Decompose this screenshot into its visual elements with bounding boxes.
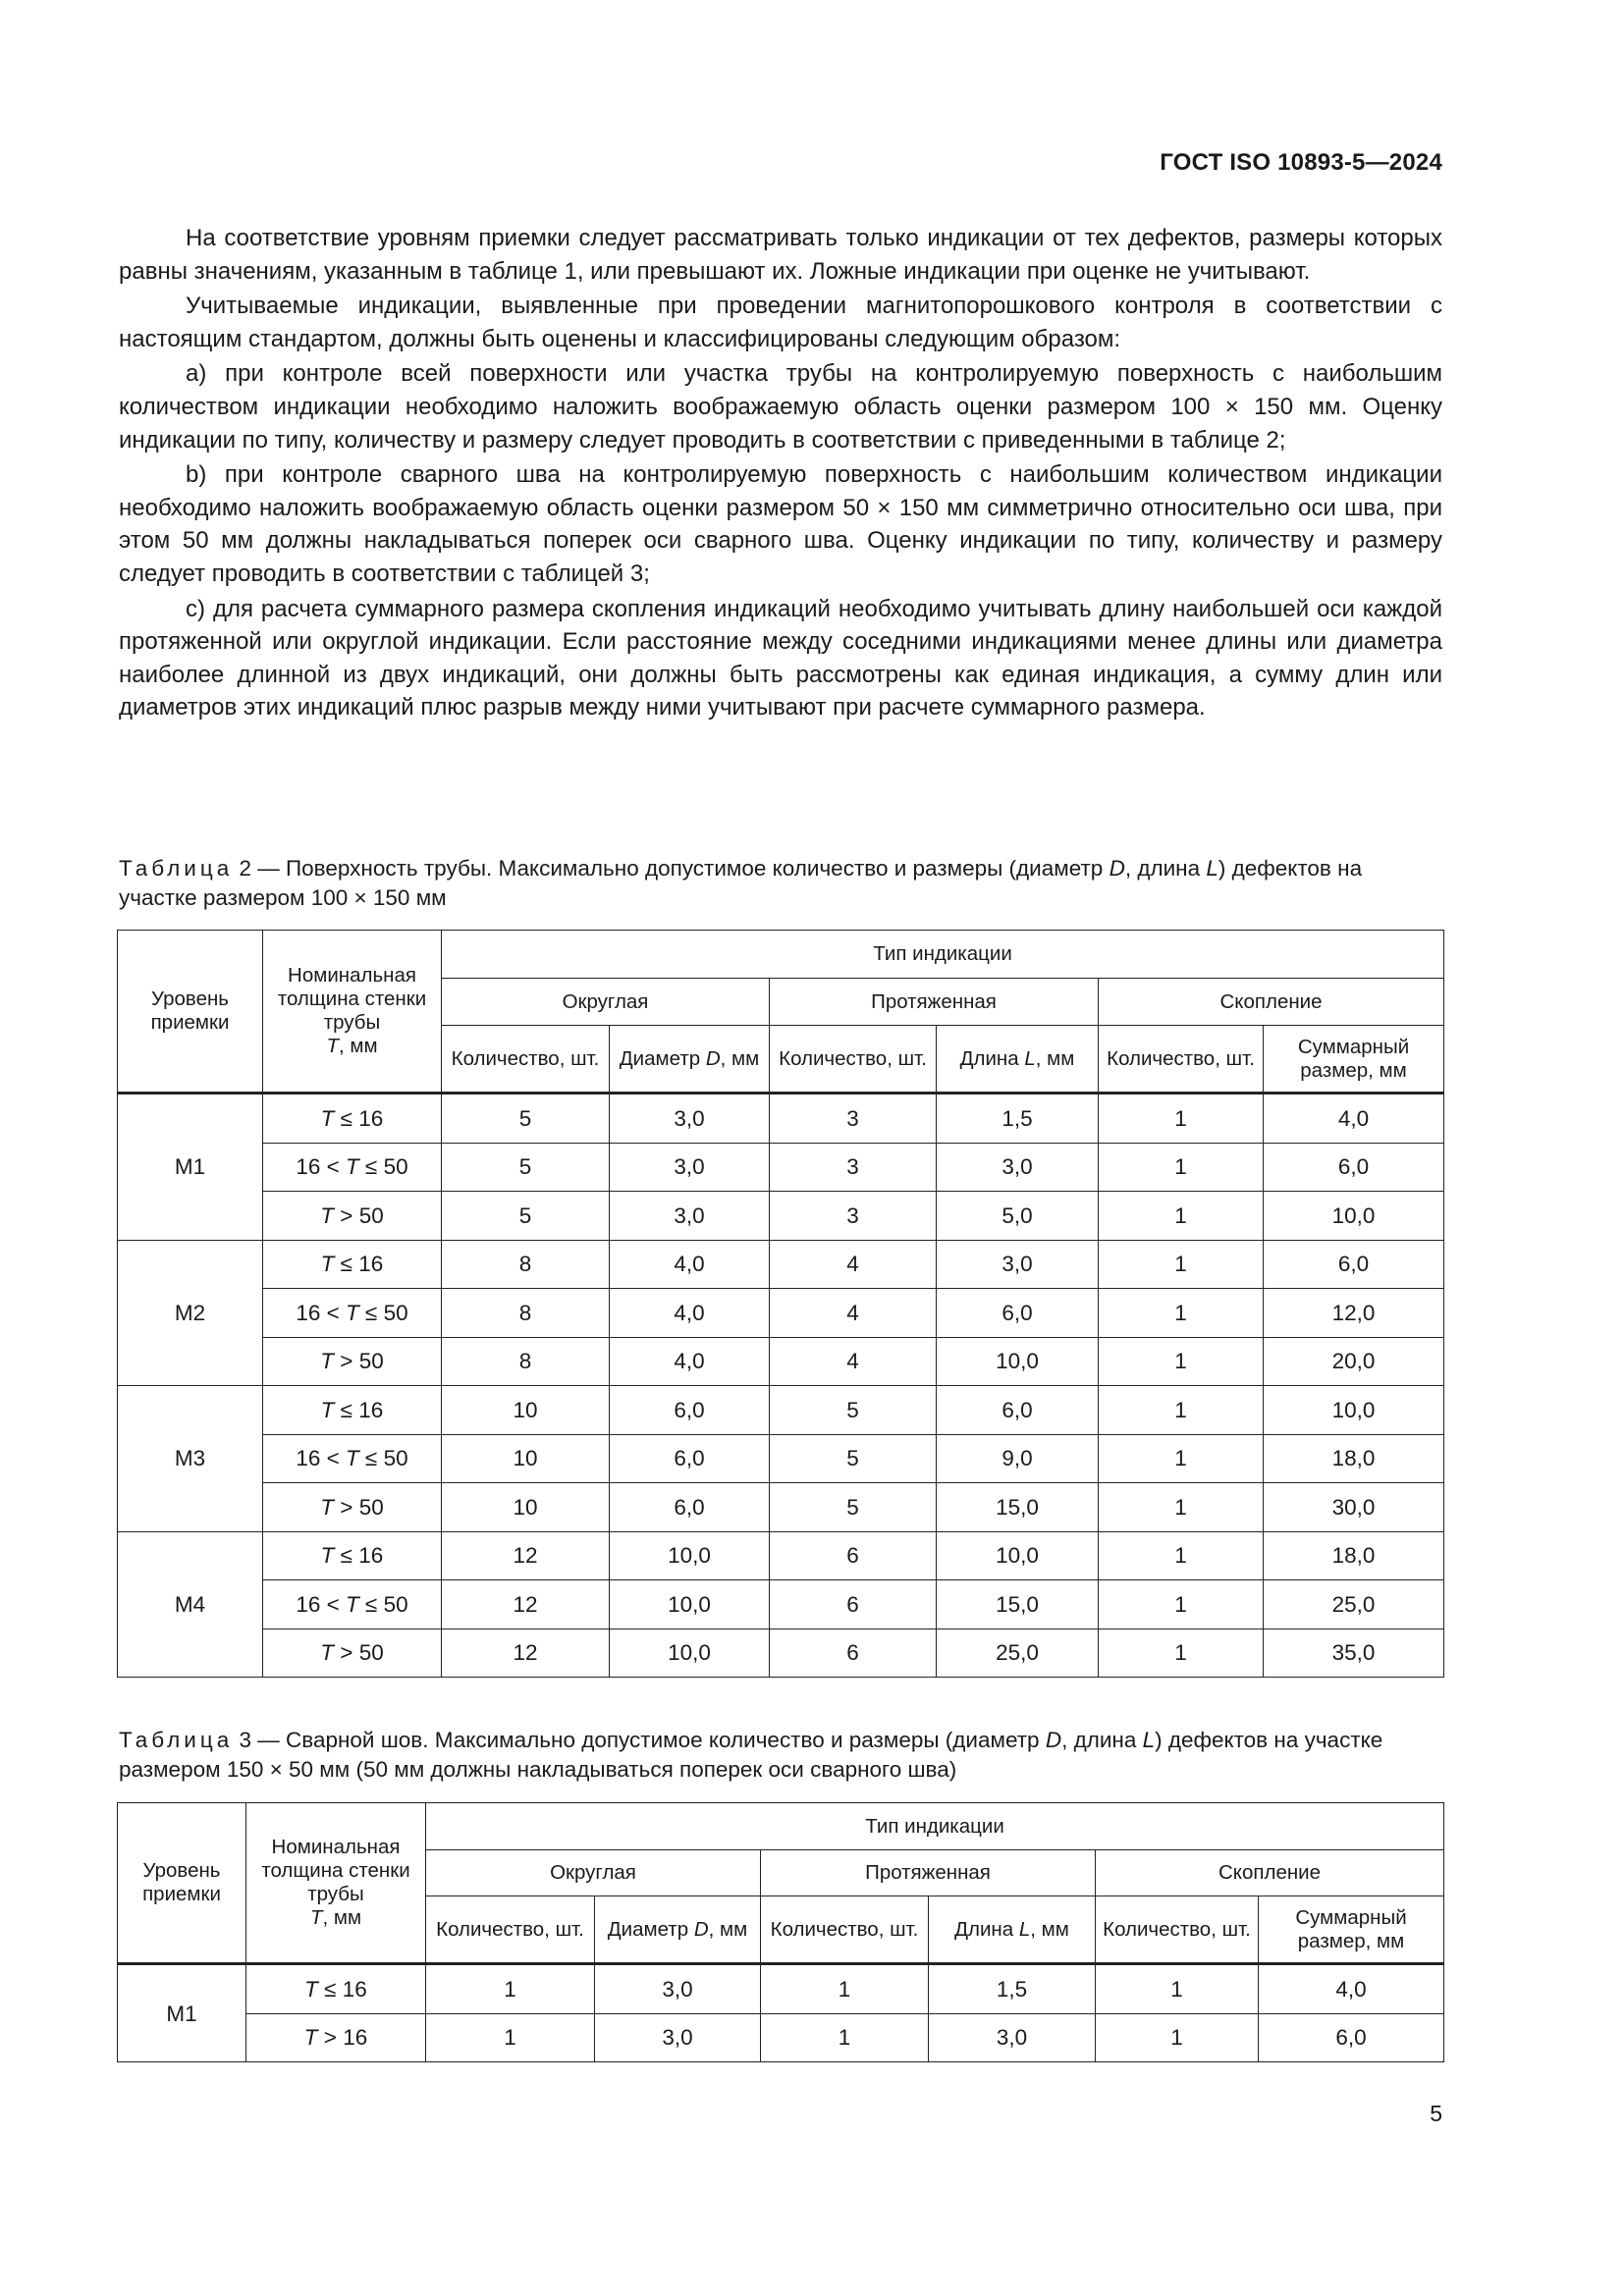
thickness-cell: T > 16 [246, 2013, 426, 2062]
cell: 3 [770, 1192, 937, 1241]
cell: 3,0 [610, 1143, 770, 1192]
cell: 1 [426, 1964, 595, 2014]
cell: 1 [1099, 1483, 1264, 1532]
cell: 10,0 [937, 1337, 1099, 1386]
cell: 6,0 [1259, 2013, 1444, 2062]
header-level: Уровень приемки [118, 1803, 246, 1964]
table-body [118, 1964, 1444, 2062]
level-cell: M1 [118, 1964, 246, 2062]
table3-caption [119, 1726, 1442, 1785]
header-level: Уровень приемки [118, 931, 263, 1094]
cell: 18,0 [1264, 1434, 1444, 1483]
cell: 8 [442, 1337, 610, 1386]
cell: 10 [442, 1483, 610, 1532]
thickness-cell: T ≤ 16 [263, 1531, 442, 1580]
cell: 1 [1099, 1531, 1264, 1580]
table-row [118, 1580, 1444, 1629]
cell: 3,0 [610, 1094, 770, 1144]
table-row [118, 1337, 1444, 1386]
cell: 10,0 [610, 1580, 770, 1629]
cell: 18,0 [1264, 1531, 1444, 1580]
cell: 3,0 [595, 1964, 761, 2014]
cell: 12 [442, 1580, 610, 1629]
cell: 6,0 [1264, 1143, 1444, 1192]
cell: 5 [770, 1483, 937, 1532]
thickness-cell: T > 50 [263, 1337, 442, 1386]
document-header: ГОСТ ISO 10893-5—2024 [1160, 149, 1442, 176]
cell: 1 [1099, 1386, 1264, 1435]
header-count: Количество, шт. [1096, 1896, 1259, 1964]
table-row [118, 1483, 1444, 1532]
header-cluster: Скопление [1099, 979, 1444, 1026]
cell: 4 [770, 1289, 937, 1338]
thickness-cell: T ≤ 16 [263, 1386, 442, 1435]
cell: 20,0 [1264, 1337, 1444, 1386]
table-row [118, 1143, 1444, 1192]
caption-label: Таблица [119, 1728, 234, 1752]
level-cell: M1 [118, 1094, 263, 1241]
table-row [118, 1094, 1444, 1144]
cell: 6,0 [937, 1386, 1099, 1435]
thickness-cell: T ≤ 16 [263, 1240, 442, 1289]
cell: 5 [770, 1434, 937, 1483]
cell: 1 [1099, 1289, 1264, 1338]
cell: 1 [761, 2013, 929, 2062]
thickness-cell: 16 < T ≤ 50 [263, 1434, 442, 1483]
cell: 4,0 [610, 1240, 770, 1289]
cell: 10 [442, 1386, 610, 1435]
cell: 1 [1099, 1240, 1264, 1289]
cell: 1 [1096, 2013, 1259, 2062]
cell: 12,0 [1264, 1289, 1444, 1338]
paragraph: b) при контроле сварного шва на контролируемую поверхность с наибольшим количеством индикации необходимо наложить воображаемую область оценки размером 50 × 150 мм симметрично относительно оси шва, при этом 50 мм должны накладываться поперек оси сварного шва. Оценку индикации по типу, количеству и размеру следует проводить в соответствии с таблицей 3; [119, 461, 1442, 587]
cell: 1 [1099, 1192, 1264, 1241]
thickness-cell: T ≤ 16 [263, 1094, 442, 1144]
header-diameter: Диаметр D, мм [610, 1026, 770, 1094]
table-row [118, 1964, 1444, 2014]
paragraph: На соответствие уровням приемки следует рассматривать только индикации от тех дефектов, размеры которых равны значениям, указанным в таблице 1, или превышают их. Ложные индикации при оценке не учитывают. [119, 225, 1442, 285]
thickness-cell: T > 50 [263, 1629, 442, 1678]
header-count: Количество, шт. [761, 1896, 929, 1964]
cell: 4,0 [1259, 1964, 1444, 2014]
header-length: Длина L, мм [929, 1896, 1096, 1964]
caption-var: L [1142, 1728, 1156, 1752]
page-number: 5 [1430, 2101, 1442, 2126]
header-thickness: Номинальная толщина стенки трубы T, мм [263, 931, 442, 1094]
header-elongated: Протяженная [770, 979, 1099, 1026]
header-diameter: Диаметр D, мм [595, 1896, 761, 1964]
caption-text: , длина [1061, 1728, 1143, 1752]
cell: 6 [770, 1531, 937, 1580]
cell: 3 [770, 1143, 937, 1192]
table2 [117, 930, 1444, 1678]
cell: 4 [770, 1337, 937, 1386]
cell: 6,0 [610, 1434, 770, 1483]
cell: 12 [442, 1629, 610, 1678]
cell: 6,0 [610, 1386, 770, 1435]
level-cell: M2 [118, 1240, 263, 1386]
cell: 6 [770, 1580, 937, 1629]
header-elongated: Протяженная [761, 1850, 1096, 1896]
cell: 6 [770, 1629, 937, 1678]
header-count: Количество, шт. [1099, 1026, 1264, 1094]
table2-caption [119, 854, 1442, 913]
cell: 3,0 [937, 1143, 1099, 1192]
cell: 1,5 [929, 1964, 1096, 2014]
caption-text: 3 — Сварной шов. Максимально допустимое количество и размеры (диаметр [233, 1728, 1046, 1752]
paragraph: c) для расчета суммарного размера скопления индикаций необходимо учитывать длину наибольшей оси каждой протяженной или округлой индикации. Если расстояние между соседними индикациями менее длины или диаметра наиболее длинной из двух индикаций, они должны быть рассмотрены как единая индикация, а сумму длин или диаметров этих индикаций плюс разрыв между ними учитывают при расчете суммарного размера. [119, 595, 1442, 721]
cell: 1 [1099, 1094, 1264, 1144]
table3 [117, 1802, 1444, 2062]
cell: 5 [770, 1386, 937, 1435]
table-row [118, 1386, 1444, 1435]
thickness-cell: 16 < T ≤ 50 [263, 1289, 442, 1338]
cell: 3,0 [595, 2013, 761, 2062]
cell: 10,0 [610, 1629, 770, 1678]
header-type: Тип индикации [426, 1803, 1444, 1850]
header-count: Количество, шт. [770, 1026, 937, 1094]
thickness-cell: T ≤ 16 [246, 1964, 426, 2014]
cell: 10,0 [1264, 1192, 1444, 1241]
cell: 4,0 [610, 1289, 770, 1338]
header-total: Суммарный размер, мм [1264, 1026, 1444, 1094]
header-round: Округлая [442, 979, 770, 1026]
header-count: Количество, шт. [442, 1026, 610, 1094]
paragraph: a) при контроле всей поверхности или участка трубы на контролируемую поверхность с наибольшим количеством индикации необходимо наложить воображаемую область оценки размером 100 × 150 мм. Оценку индикации по типу, количеству и размеру следует проводить в соответствии с приведенными в таблице 2; [119, 360, 1442, 454]
cell: 8 [442, 1240, 610, 1289]
cell: 4,0 [1264, 1094, 1444, 1144]
thickness-cell: T > 50 [263, 1483, 442, 1532]
caption-var: D [1109, 856, 1125, 881]
caption-text: 2 — Поверхность трубы. Максимально допустимое количество и размеры (диаметр [233, 856, 1110, 881]
cell: 1,5 [937, 1094, 1099, 1144]
table-row [118, 1240, 1444, 1289]
table-row [118, 1434, 1444, 1483]
cell: 25,0 [937, 1629, 1099, 1678]
paragraph: Учитываемые индикации, выявленные при проведении магнитопорошкового контроля в соответствии с настоящим стандартом, должны быть оценены и классифицированы следующим образом: [119, 293, 1442, 352]
caption-text: ) дефектов на участке размером 150 × 50 мм (50 мм должны накладываться поперек оси сварного шва) [119, 1728, 1383, 1782]
cell: 4 [770, 1240, 937, 1289]
cell: 1 [1096, 1964, 1259, 2014]
header-count: Количество, шт. [426, 1896, 595, 1964]
table-row [118, 2013, 1444, 2062]
cell: 6,0 [610, 1483, 770, 1532]
cell: 1 [1099, 1434, 1264, 1483]
cell: 15,0 [937, 1483, 1099, 1532]
cell: 3,0 [937, 1240, 1099, 1289]
cell: 4,0 [610, 1337, 770, 1386]
body-text [119, 222, 1442, 726]
cell: 9,0 [937, 1434, 1099, 1483]
table-row [118, 1629, 1444, 1678]
cell: 30,0 [1264, 1483, 1444, 1532]
cell: 15,0 [937, 1580, 1099, 1629]
cell: 1 [1099, 1337, 1264, 1386]
caption-label: Таблица [119, 856, 234, 881]
cell: 10 [442, 1434, 610, 1483]
cell: 5 [442, 1094, 610, 1144]
cell: 3,0 [929, 2013, 1096, 2062]
caption-var: D [1045, 1728, 1062, 1752]
table-header [118, 1803, 1444, 1964]
cell: 5 [442, 1192, 610, 1241]
cell: 6,0 [937, 1289, 1099, 1338]
cell: 5,0 [937, 1192, 1099, 1241]
header-type: Тип индикации [442, 931, 1444, 979]
table-row [118, 1289, 1444, 1338]
header-cluster: Скопление [1096, 1850, 1444, 1896]
table-row [118, 1531, 1444, 1580]
caption-var: L [1206, 856, 1218, 881]
table-body [118, 1094, 1444, 1678]
table-row [118, 1192, 1444, 1241]
cell: 10,0 [610, 1531, 770, 1580]
table-header [118, 931, 1444, 1094]
cell: 1 [761, 1964, 929, 2014]
header-length: Длина L, мм [937, 1026, 1099, 1094]
cell: 3,0 [610, 1192, 770, 1241]
cell: 10,0 [1264, 1386, 1444, 1435]
level-cell: M3 [118, 1386, 263, 1532]
header-thickness: Номинальная толщина стенки трубы T, мм [246, 1803, 426, 1964]
caption-text: ) дефектов на участке размером 100 × 150 мм [119, 856, 1363, 910]
level-cell: M4 [118, 1531, 263, 1678]
cell: 1 [426, 2013, 595, 2062]
cell: 5 [442, 1143, 610, 1192]
cell: 6,0 [1264, 1240, 1444, 1289]
cell: 10,0 [937, 1531, 1099, 1580]
cell: 1 [1099, 1629, 1264, 1678]
thickness-cell: T > 50 [263, 1192, 442, 1241]
cell: 25,0 [1264, 1580, 1444, 1629]
cell: 1 [1099, 1580, 1264, 1629]
header-total: Суммарный размер, мм [1259, 1896, 1444, 1964]
cell: 3 [770, 1094, 937, 1144]
cell: 35,0 [1264, 1629, 1444, 1678]
cell: 8 [442, 1289, 610, 1338]
thickness-cell: 16 < T ≤ 50 [263, 1580, 442, 1629]
cell: 12 [442, 1531, 610, 1580]
caption-text: , длина [1124, 856, 1207, 881]
thickness-cell: 16 < T ≤ 50 [263, 1143, 442, 1192]
header-round: Округлая [426, 1850, 761, 1896]
cell: 1 [1099, 1143, 1264, 1192]
